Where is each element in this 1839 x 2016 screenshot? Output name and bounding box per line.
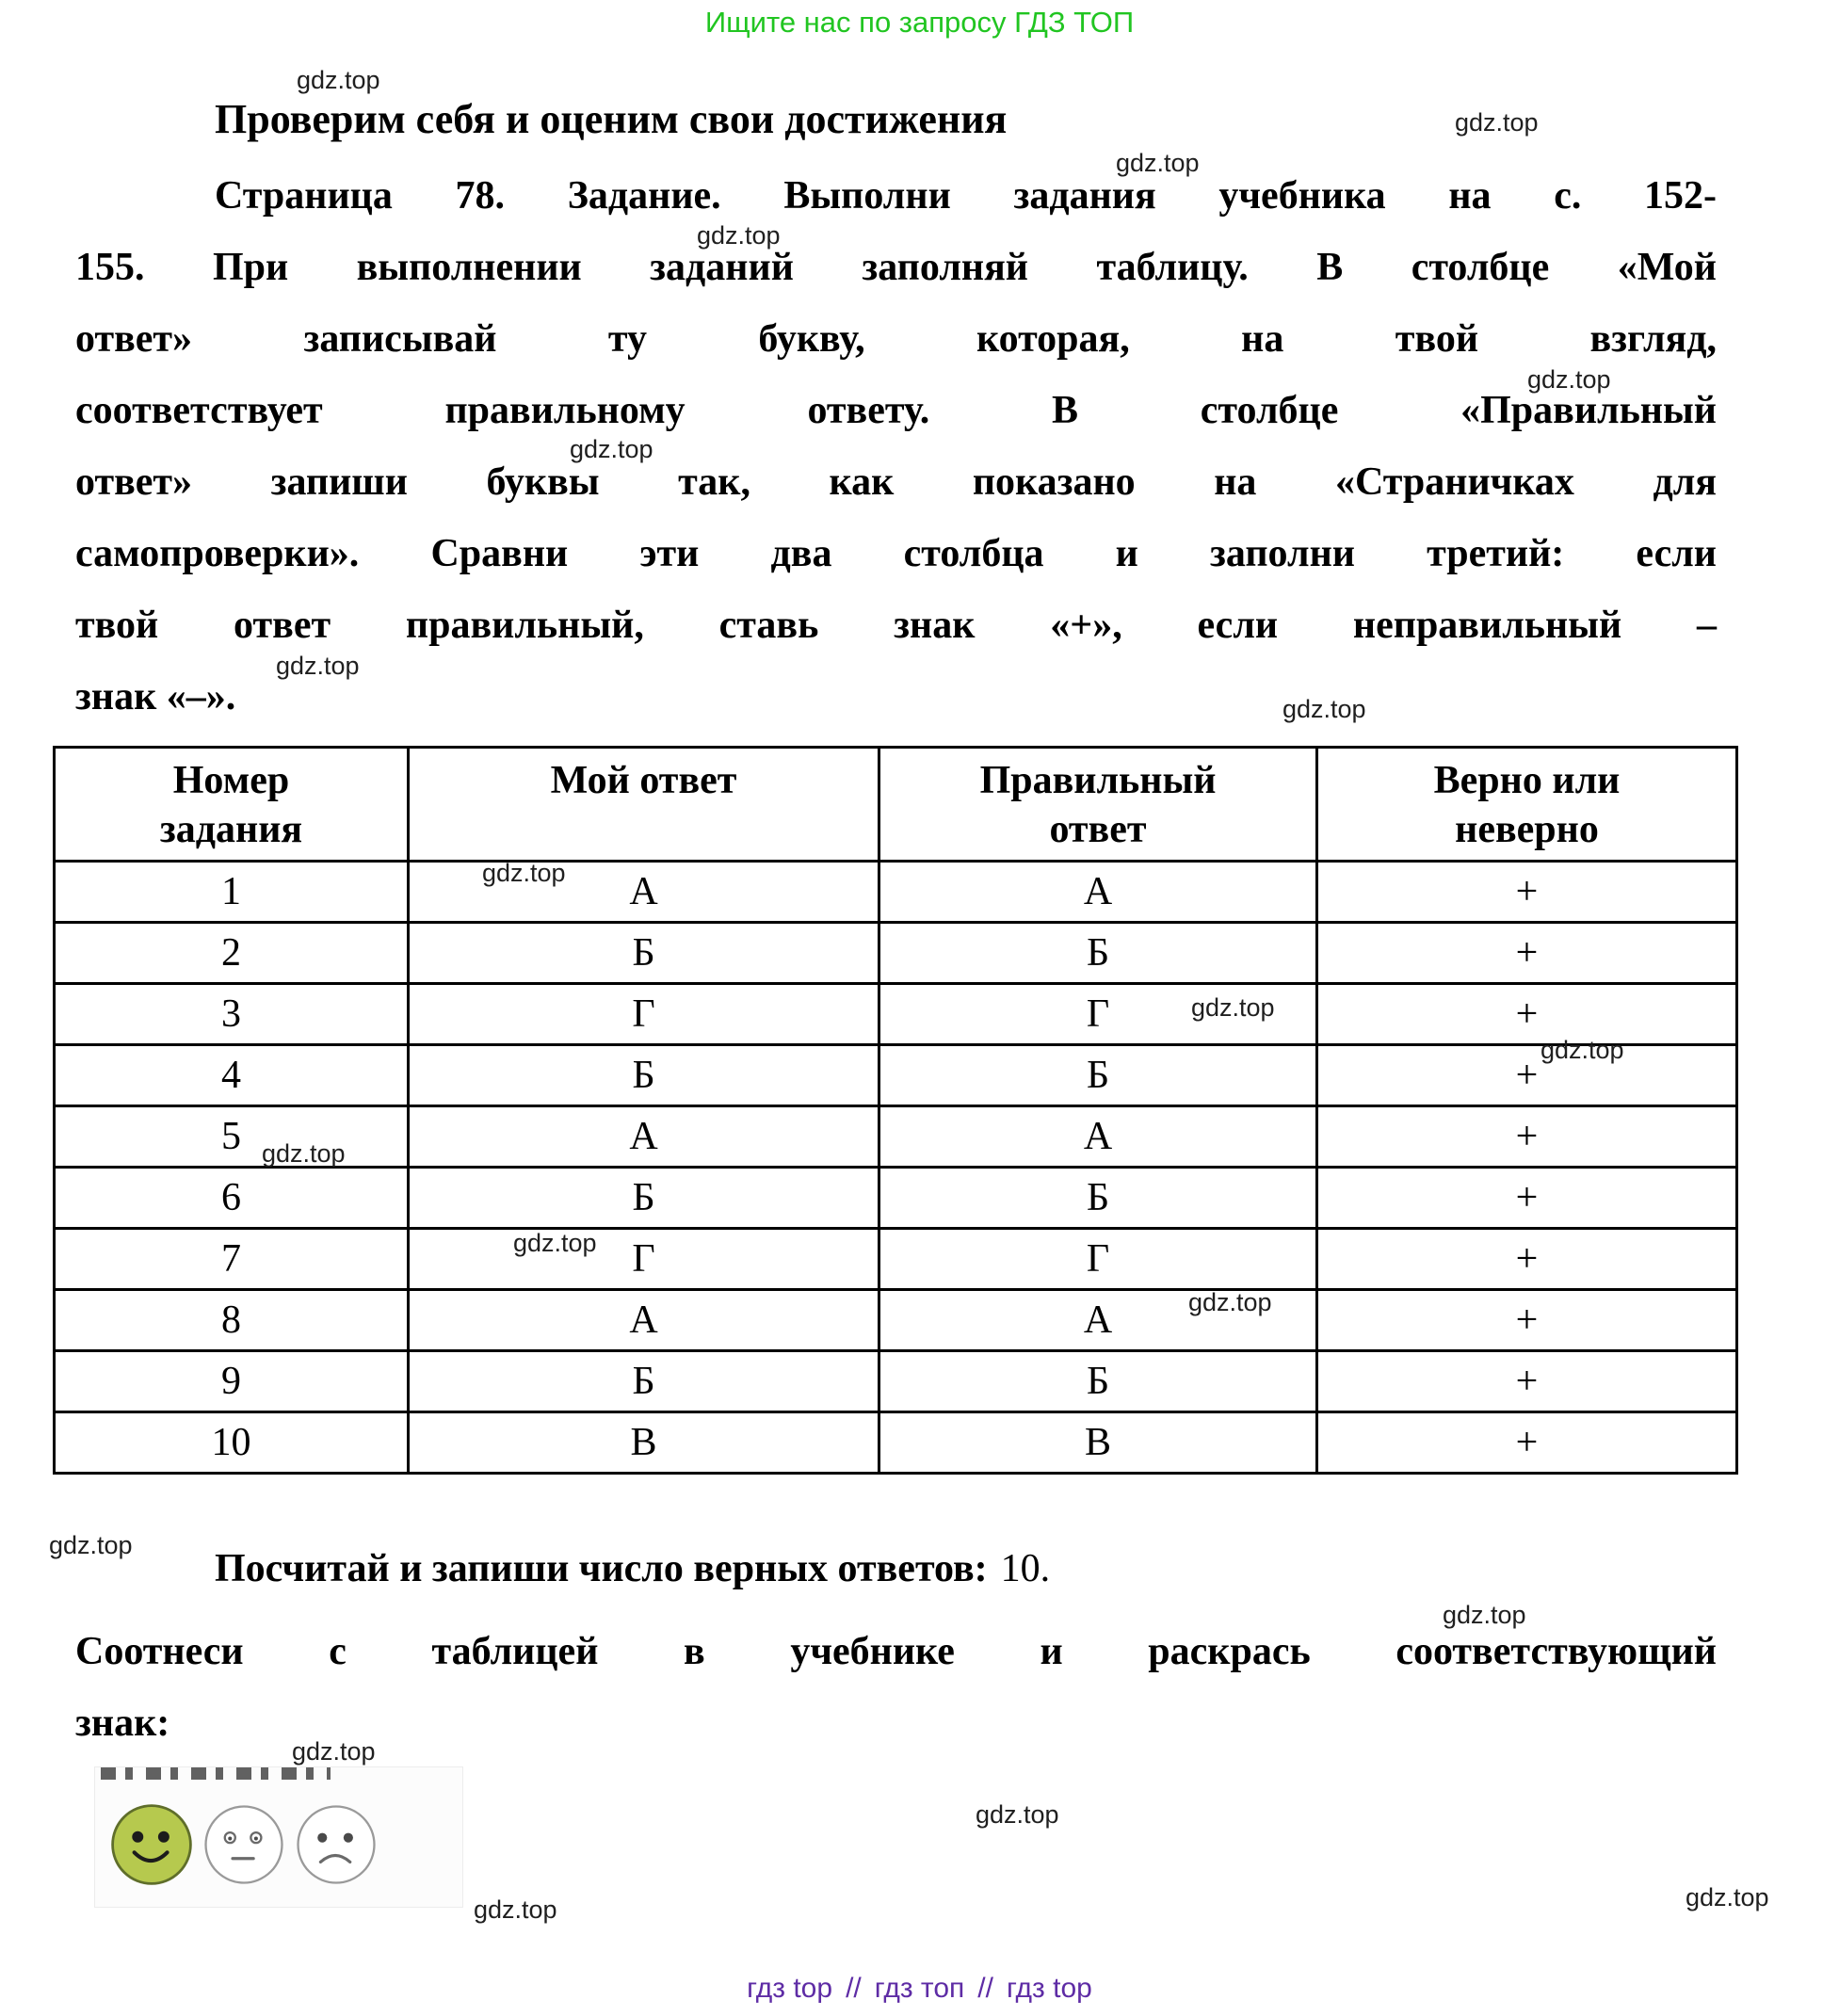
cell-correct-answer: Б [879,1351,1317,1412]
watermark: gdz.top [1527,365,1611,394]
table-header-row [55,748,1737,862]
count-label: Посчитай и запиши число верных ответов: [215,1547,988,1590]
cell-task-number: 9 [55,1351,409,1412]
cell-my-answer: Г [409,984,879,1045]
watermark: gdz.top [1116,149,1200,177]
match-instruction [0,1616,1839,1759]
header-line: Верно или [1433,759,1621,802]
top-banner: Ищите нас по запросу ГДЗ ТОП [704,6,1135,39]
intro-line: 155. При выполнении заданий заполняй таблицу. В столбце «Мой [75,246,1717,289]
smiley-neutral-icon [201,1801,287,1888]
watermark: gdz.top [297,66,380,94]
intro-line: твой ответ правильный, ставь знак «+», если неправильный – [75,604,1717,647]
cell-correct-answer: Г [879,984,1317,1045]
watermark: gdz.top [1443,1601,1526,1629]
watermark: gdz.top [49,1531,133,1559]
table-row [55,1229,1737,1290]
smiley-happy-icon [108,1801,195,1888]
watermark: gdz.top [570,435,653,463]
cell-verdict: + [1317,984,1737,1045]
intro-line: ответ» запиши буквы так, как показано на «Страничках для [75,460,1717,504]
cell-correct-answer: Г [879,1229,1317,1290]
watermark: gdz.top [697,221,781,250]
cell-task-number: 1 [55,862,409,923]
cell-task-number: 10 [55,1412,409,1474]
cell-correct-answer: А [879,1290,1317,1351]
table-row [55,862,1737,923]
cell-task-number: 6 [55,1168,409,1229]
cell-verdict: + [1317,1045,1737,1106]
intro-paragraph [0,160,1839,733]
intro-line: Страница 78. Задание. Выполни задания учебника на с. 152- [215,174,1717,218]
cell-my-answer: Б [409,923,879,984]
count-line [75,1533,1717,1605]
watermark: gdz.top [513,1229,597,1257]
cell-my-answer: В [409,1412,879,1474]
cell-verdict: + [1317,1168,1737,1229]
cell-verdict: + [1317,862,1737,923]
col-header-verdict [1317,748,1737,862]
footer-link-gdz-top-2[interactable]: гдз топ [874,1973,965,2004]
watermark: gdz.top [1686,1883,1769,1911]
header-line: Мой ответ [550,759,737,802]
cell-my-answer: А [409,1106,879,1168]
cell-verdict: + [1317,923,1737,984]
table-row [55,984,1737,1045]
count-value: 10. [1000,1547,1051,1590]
footer-link-gdz-top-1[interactable]: гдз top [747,1973,833,2004]
intro-line: соответствует правильному ответу. В столбце «Правильный [75,389,1717,432]
cell-verdict: + [1317,1229,1737,1290]
watermark: gdz.top [276,652,360,680]
cell-verdict: + [1317,1412,1737,1474]
footer-separator: // [846,1973,862,2004]
table-row [55,1351,1737,1412]
page-title: Проверим себя и оценим свои достижения [215,96,1008,142]
watermark: gdz.top [482,859,566,887]
answers-table [53,746,1738,1475]
cell-my-answer: Б [409,1351,879,1412]
cell-task-number: 8 [55,1290,409,1351]
cell-verdict: + [1317,1106,1737,1168]
smiley-sad-icon [293,1801,379,1888]
footer [0,1973,1839,2005]
cell-task-number: 4 [55,1045,409,1106]
col-header-task-number [55,748,409,862]
match-line: Соотнеси с таблицей в учебнике и раскрась соответствующий [75,1630,1717,1673]
table-row [55,1290,1737,1351]
watermark: gdz.top [1191,993,1275,1022]
cell-my-answer: Б [409,1045,879,1106]
cell-correct-answer: Б [879,1168,1317,1229]
match-line: знак: [75,1702,170,1745]
intro-line: ответ» записывай ту букву, которая, на твой взгляд, [75,317,1717,361]
cell-correct-answer: А [879,1106,1317,1168]
cell-correct-answer: Б [879,1045,1317,1106]
cell-my-answer: А [409,1290,879,1351]
footer-separator: // [977,1973,993,2004]
header-line: задания [159,808,303,851]
header-line: Правильный [979,759,1217,802]
cell-my-answer: Г [409,1229,879,1290]
cell-correct-answer: А [879,862,1317,923]
smiley-image [94,1766,463,1908]
watermark: gdz.top [262,1139,346,1168]
table-row [55,1412,1737,1474]
table-row [55,1168,1737,1229]
watermark: gdz.top [1455,108,1539,137]
watermark: gdz.top [474,1895,557,1924]
watermark: gdz.top [976,1800,1059,1829]
cell-task-number: 5 [55,1106,409,1168]
cropped-text-artifact [101,1767,331,1780]
header-line: неверно [1455,808,1599,851]
header-line: Номер [172,759,290,802]
col-header-my-answer [409,748,879,862]
col-header-correct-answer [879,748,1317,862]
watermark: gdz.top [1282,695,1366,723]
cell-my-answer: А [409,862,879,923]
cell-correct-answer: Б [879,923,1317,984]
watermark: gdz.top [292,1737,376,1766]
cell-task-number: 3 [55,984,409,1045]
watermark: gdz.top [1188,1288,1272,1316]
footer-link-gdz-top-3[interactable]: гдз top [1006,1973,1092,2004]
cell-task-number: 7 [55,1229,409,1290]
smiley-row [108,1801,379,1888]
header-line: ответ [1049,808,1147,851]
intro-line: самопроверки». Сравни эти два столбца и заполни третий: если [75,532,1717,575]
cell-my-answer: Б [409,1168,879,1229]
cell-task-number: 2 [55,923,409,984]
cell-verdict: + [1317,1290,1737,1351]
cell-verdict: + [1317,1351,1737,1412]
table-row [55,923,1737,984]
watermark: gdz.top [1541,1036,1624,1064]
intro-line: знак «–». [75,675,236,718]
table-row [55,1045,1737,1106]
cell-correct-answer: В [879,1412,1317,1474]
